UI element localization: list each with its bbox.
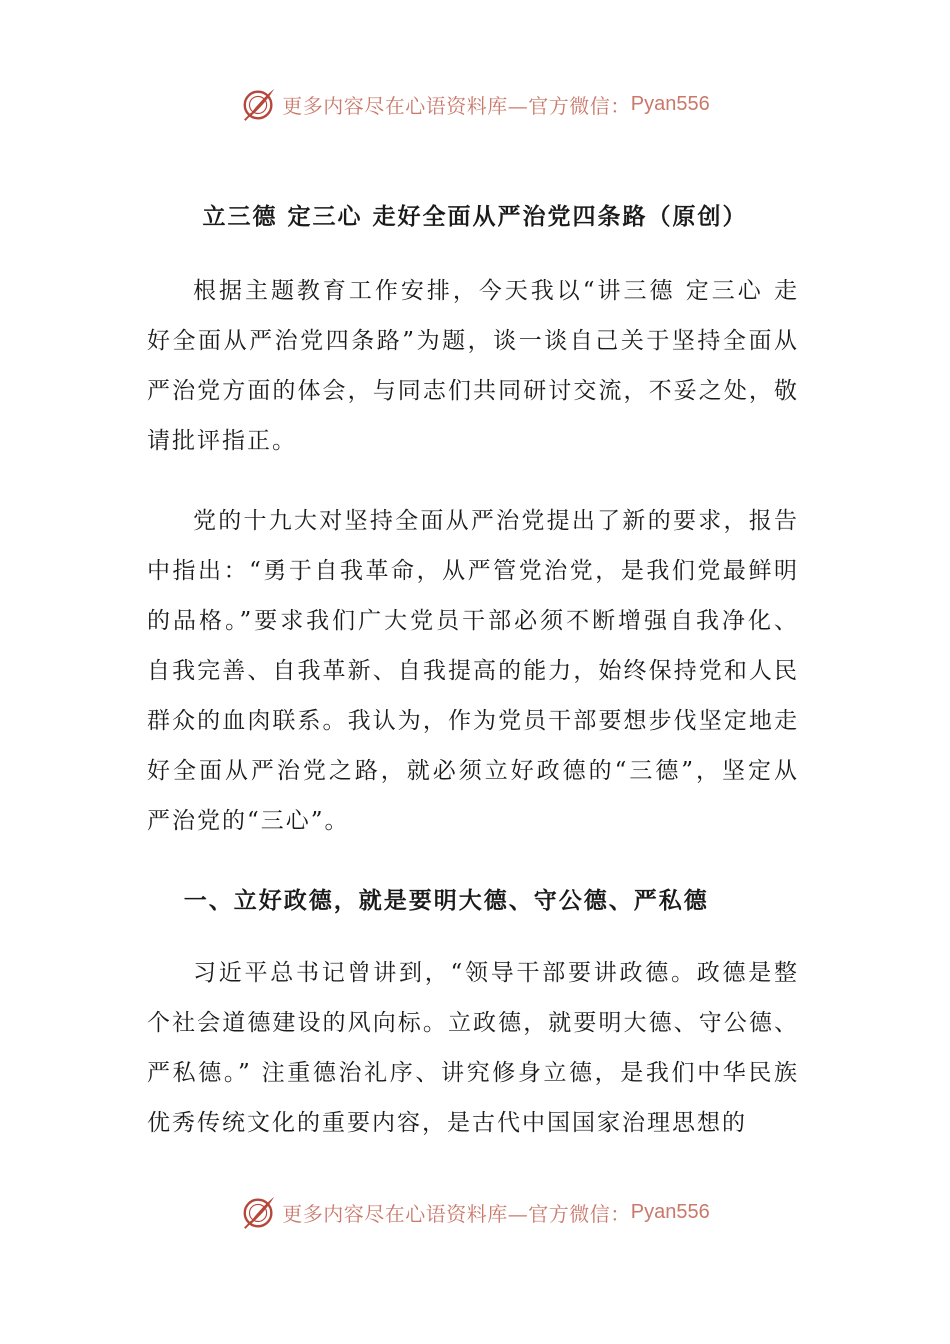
section-heading-1: 一、立好政德，就是要明大德、守公德、严私德	[183, 888, 709, 914]
header-banner	[0, 82, 950, 126]
footer-banner	[0, 1190, 950, 1234]
paragraph-section-1: 习近平总书记曾讲到，“领导干部要讲政德。政德是整个社会道德建设的风向标。立政德，就要明大德、守公德、严私德。” 注重德治礼序、讲究修身立德，是我们中华民族优秀传统文化的重要内容，是古代中国国家治理思想的	[147, 960, 799, 1136]
paragraph-requirements: 党的十九大对坚持全面从严治党提出了新的要求，报告中指出：“勇于自我革命，从严管党治党，是我们党最鲜明的品格。”要求我们广大党员干部必须不断增强自我净化、自我完善、自我革新、自我提高的能力，始终保持党和人民群众的血肉联系。我认为，作为党员干部要想步伐坚定地走好全面从严治党之路，就必须立好政德的“三德”，坚定从严治党的“三心”。	[147, 508, 799, 834]
banner-wechat-id: Pyan556	[630, 92, 710, 115]
banner-wechat-id: Pyan556	[630, 1200, 710, 1223]
paragraph-intro: 根据主题教育工作安排，今天我以“讲三德 定三心 走好全面从严治党四条路”为题，谈一谈自己关于坚持全面从严治党方面的体会，与同志们共同研讨交流，不妥之处，敬请批评指正。	[147, 278, 799, 454]
banner-text: 更多内容尽在心语资料库—官方微信：	[282, 93, 631, 118]
quill-logo-icon	[240, 1193, 278, 1231]
quill-logo-icon	[240, 85, 278, 123]
document-body	[147, 266, 799, 1178]
banner-text: 更多内容尽在心语资料库—官方微信：	[282, 1201, 631, 1226]
document-title: 立三德 定三心 走好全面从严治党四条路（原创）	[202, 204, 748, 230]
